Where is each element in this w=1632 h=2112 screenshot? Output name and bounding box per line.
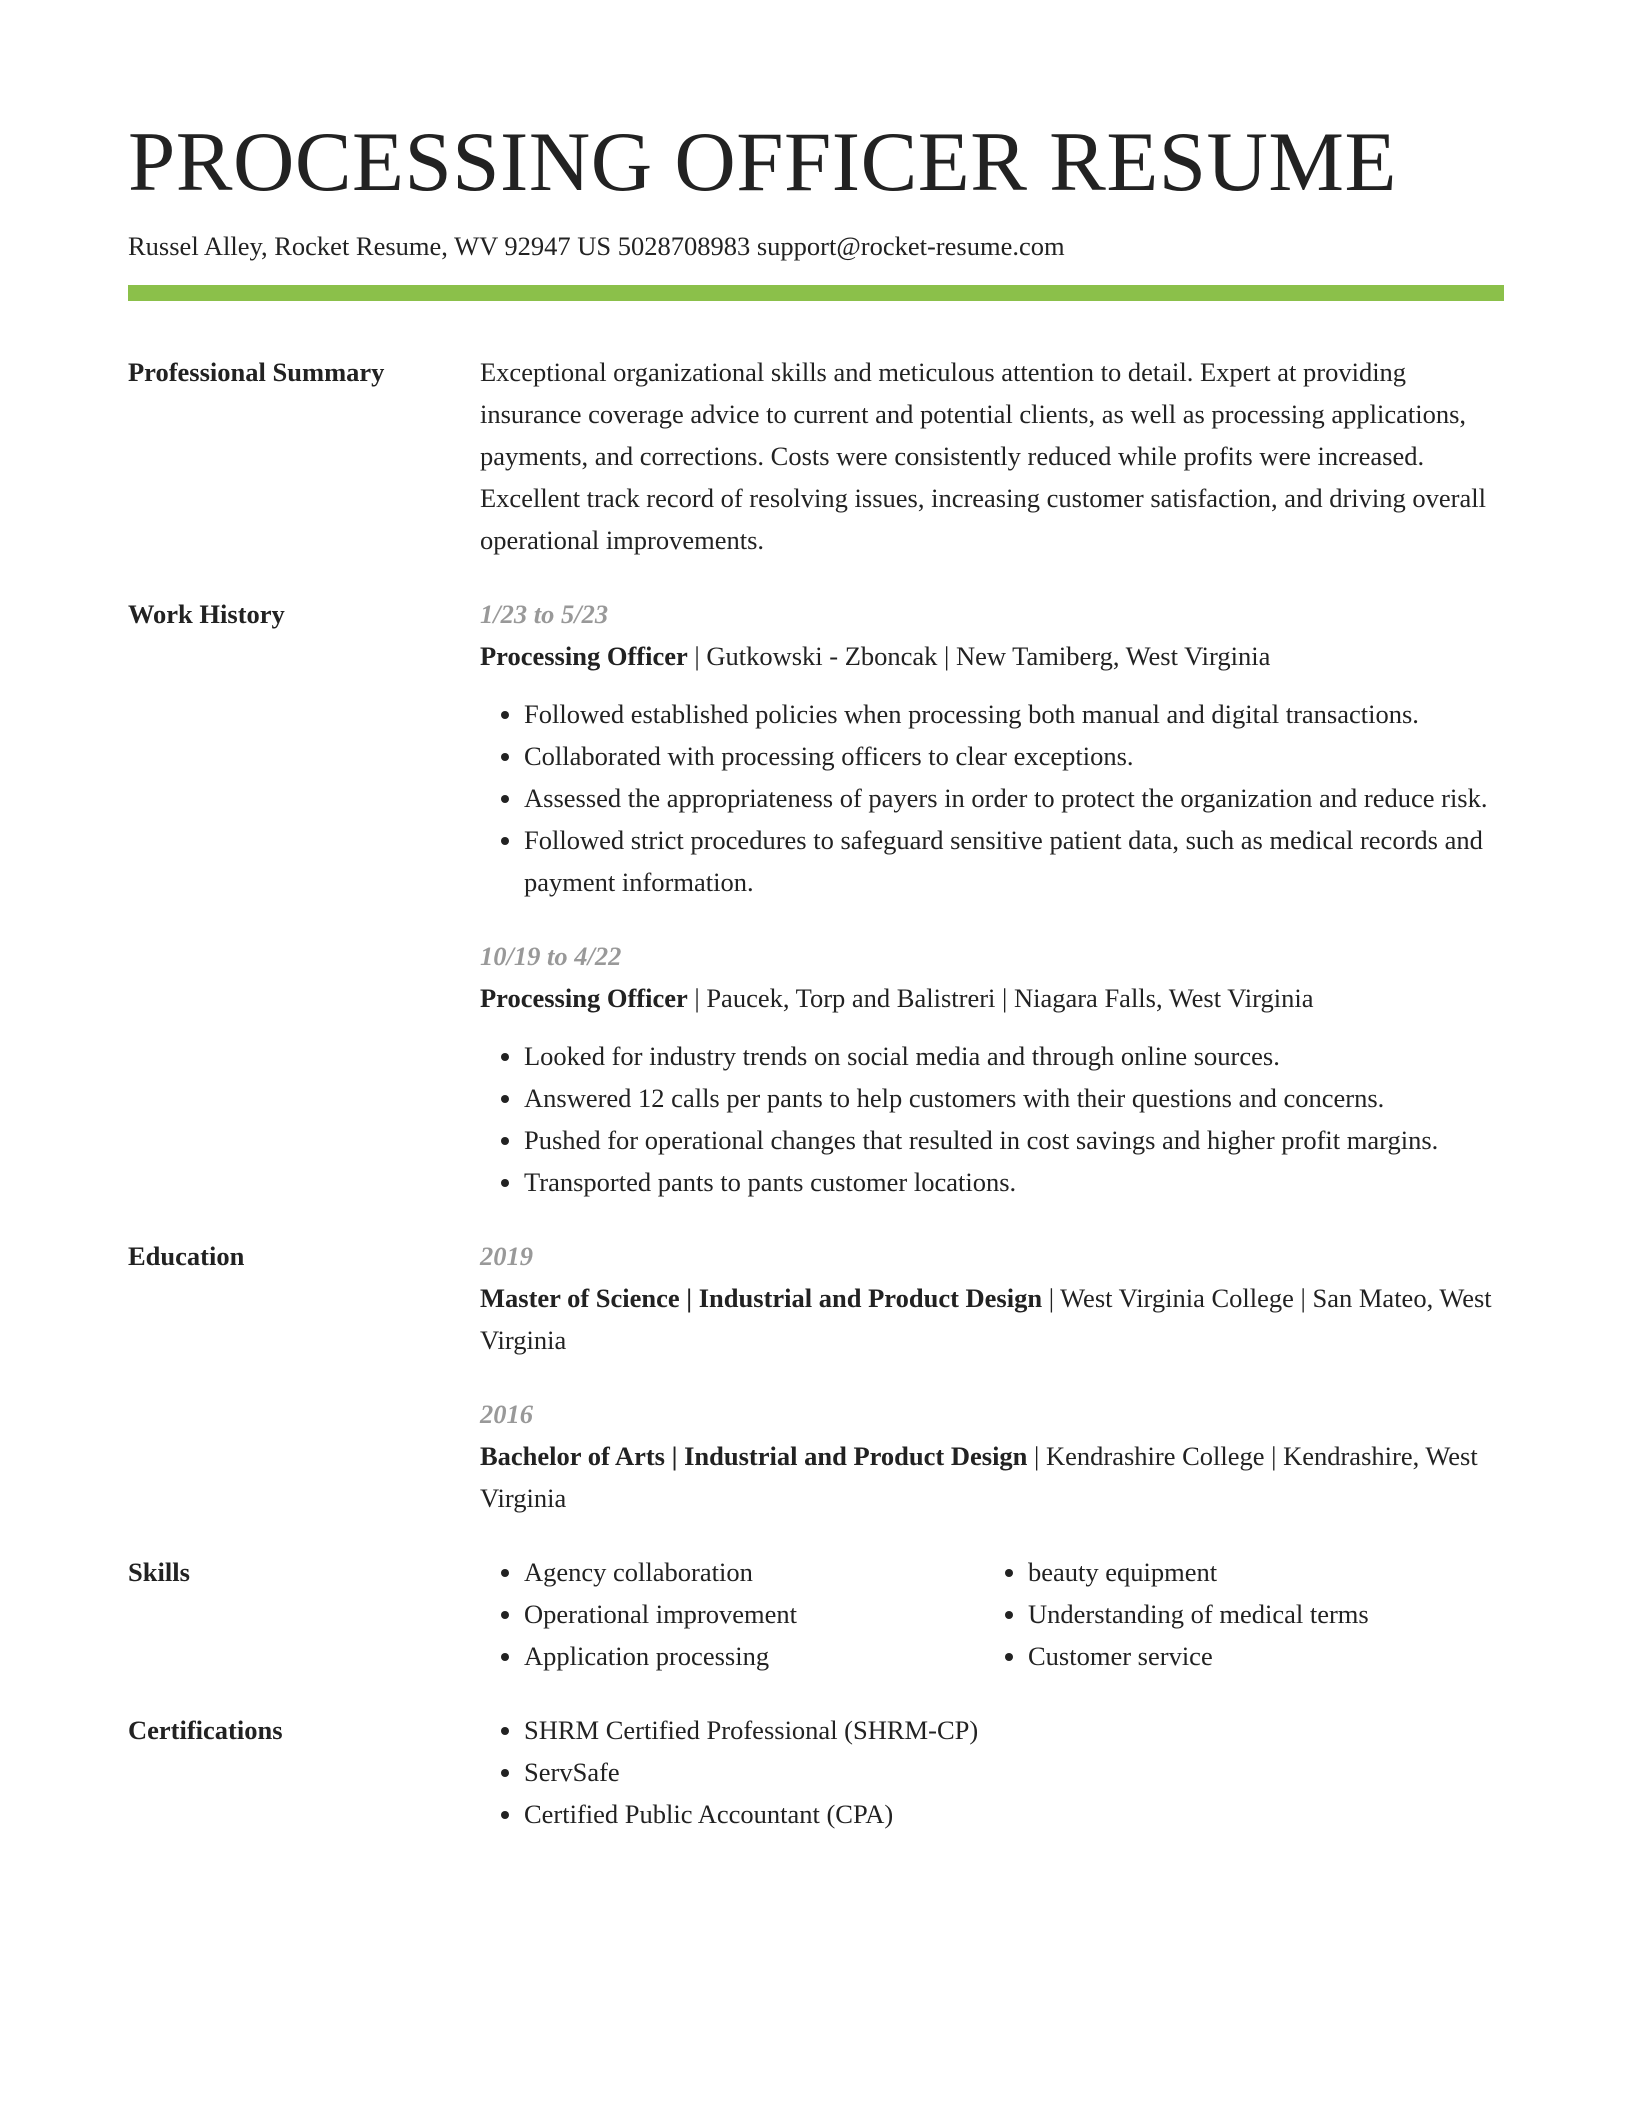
job-bullet: • Answered 12 calls per pants to help customers with their questions and concerns. (524, 1077, 1504, 1119)
job-bullet: • Transported pants to pants customer locations. (524, 1161, 1504, 1203)
certification-item: • SHRM Certified Professional (SHRM-CP) (524, 1709, 1504, 1751)
skills-list-right (984, 1551, 1488, 1677)
education-heading (480, 1435, 1504, 1519)
skill-item: • Agency collaboration (524, 1551, 984, 1593)
skills-section (128, 1551, 1504, 1677)
job-bullet: • Pushed for operational changes that resulted in cost savings and higher profit margins. (524, 1119, 1504, 1161)
job-bullet: • Followed established policies when processing both manual and digital transactions. (524, 693, 1504, 735)
certification-item: • ServSafe (524, 1751, 1504, 1793)
school-details: | West Virginia College | San Mateo, West Virginia (480, 1282, 1492, 1355)
job-entry (480, 593, 1504, 903)
certifications-section (128, 1709, 1504, 1835)
education-entry (480, 1235, 1504, 1361)
skills-list-left (480, 1551, 984, 1677)
job-bullet: • Assessed the appropriateness of payers in order to protect the organization and reduce risk. (524, 777, 1504, 819)
job-title: Processing Officer (480, 982, 688, 1013)
header-divider (128, 285, 1504, 301)
certifications-body (480, 1709, 1504, 1835)
skill-item: • Application processing (524, 1635, 984, 1677)
summary-body (480, 351, 1504, 561)
education-body (480, 1235, 1504, 1519)
skill-item: • beauty equipment (1028, 1551, 1488, 1593)
contact-line: Russel Alley, Rocket Resume, WV 92947 US 5028708983 support@rocket-resume.com (128, 231, 1065, 261)
certification-item: • Certified Public Accountant (CPA) (524, 1793, 1504, 1835)
school-details: | Kendrashire College | Kendrashire, West Virginia (480, 1440, 1478, 1513)
summary-label: Professional Summary (128, 356, 385, 387)
skills-columns (480, 1551, 1504, 1677)
job-title: Processing Officer (480, 640, 688, 671)
skill-item: • Operational improvement (524, 1593, 984, 1635)
job-heading (480, 977, 1504, 1019)
education-year: 2016 (480, 1398, 533, 1429)
certifications-list (480, 1709, 1504, 1835)
job-entry (480, 935, 1504, 1203)
education-section (128, 1235, 1504, 1519)
skills-label: Skills (128, 1556, 190, 1587)
summary-section (128, 351, 1504, 561)
education-year: 2019 (480, 1240, 533, 1271)
work-history-label: Work History (128, 598, 285, 629)
job-bullet: • Followed strict procedures to safeguard sensitive patient data, such as medical records and payment information. (524, 819, 1504, 903)
skill-item: • Customer service (1028, 1635, 1488, 1677)
certifications-label: Certifications (128, 1714, 283, 1745)
job-bullets (480, 1035, 1504, 1203)
job-dates: 1/23 to 5/23 (480, 598, 609, 629)
degree: Bachelor of Arts | Industrial and Product Design (480, 1440, 1028, 1471)
work-history-body (480, 593, 1504, 1203)
job-bullets (480, 693, 1504, 903)
job-details: | Gutkowski - Zboncak | New Tamiberg, West Virginia (687, 640, 1271, 671)
job-details: | Paucek, Torp and Balistreri | Niagara Falls, West Virginia (687, 982, 1314, 1013)
resume-title: PROCESSING OFFICER RESUME (128, 115, 1397, 209)
job-bullet: • Collaborated with processing officers to clear exceptions. (524, 735, 1504, 777)
job-heading (480, 635, 1504, 677)
skills-body (480, 1551, 1504, 1677)
education-label: Education (128, 1240, 245, 1271)
education-heading (480, 1277, 1504, 1361)
job-dates: 10/19 to 4/22 (480, 940, 622, 971)
job-bullet: • Looked for industry trends on social media and through online sources. (524, 1035, 1504, 1077)
skill-item: • Understanding of medical terms (1028, 1593, 1488, 1635)
summary-text: Exceptional organizational skills and meticulous attention to detail. Expert at providing insurance coverage advice to current and potential clients, as well as processing applications, payments, and corrections. Costs were consistently reduced while profits were increased. Excellent track record of resolving issues, increasing customer satisfaction, and driving overall operational improvements. (480, 356, 1486, 555)
work-history-section (128, 593, 1504, 1203)
degree: Master of Science | Industrial and Product Design (480, 1282, 1043, 1313)
education-entry (480, 1393, 1504, 1519)
